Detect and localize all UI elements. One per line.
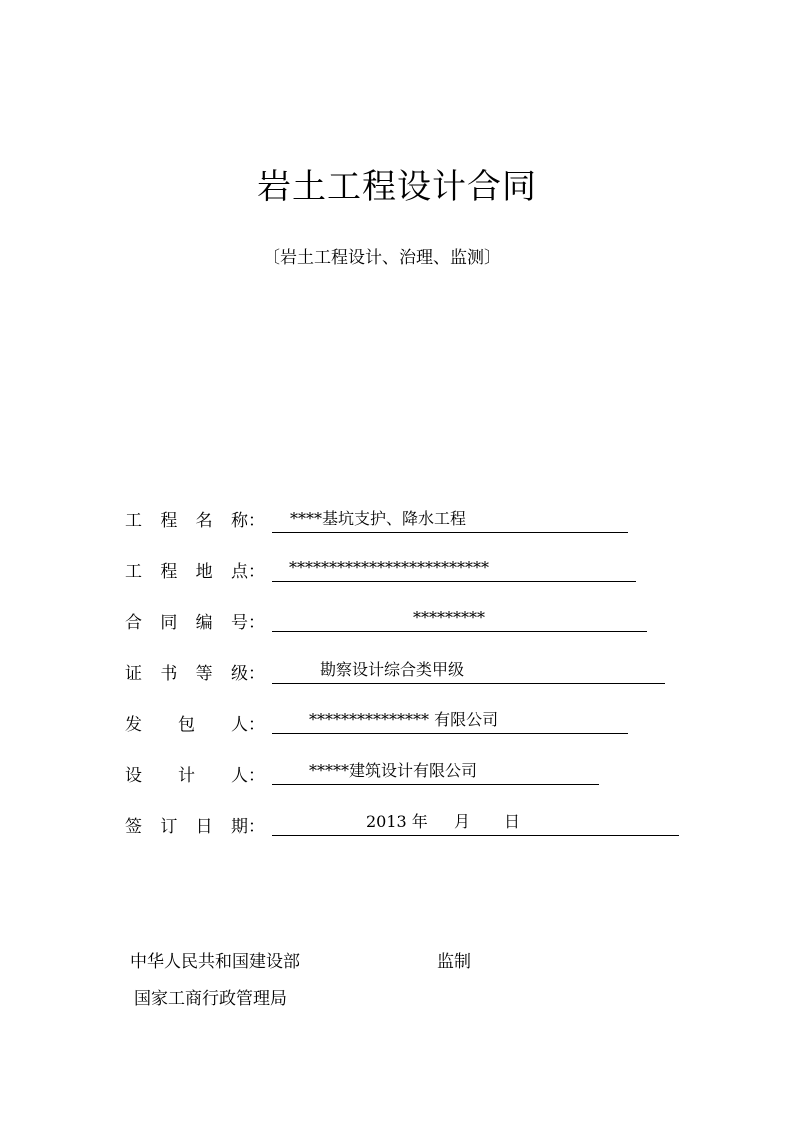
footer-supervise: 监制 bbox=[437, 952, 471, 972]
contract-title: 岩土工程设计合同 bbox=[257, 167, 537, 207]
field-value-employer: *************** 有限公司 bbox=[272, 707, 628, 734]
field-value-project-name: ****基坑支护、降水工程 bbox=[272, 506, 628, 533]
contract-subtitle: 〔岩土工程设计、治理、监测〕 bbox=[263, 248, 501, 268]
field-label-project-location: 工 程 地 点： bbox=[125, 562, 265, 582]
field-value-signing-date bbox=[272, 809, 679, 836]
field-label-designer: 设 计 人： bbox=[125, 766, 265, 786]
field-label-certificate-grade: 证 书 等 级： bbox=[125, 664, 265, 684]
date-month: 月 bbox=[454, 812, 471, 831]
field-value-contract-number: ********* bbox=[272, 605, 647, 632]
field-label-signing-date: 签 订 日 期： bbox=[125, 817, 265, 837]
field-label-employer: 发 包 人： bbox=[125, 715, 265, 735]
date-day: 日 bbox=[504, 812, 521, 831]
field-label-project-name: 工 程 名 称： bbox=[125, 511, 265, 531]
footer-bureau: 国家工商行政管理局 bbox=[134, 989, 287, 1009]
field-value-designer: *****建筑设计有限公司 bbox=[272, 758, 599, 785]
field-value-project-location: ************************* bbox=[272, 555, 636, 582]
field-value-certificate-grade: 勘察设计综合类甲级 bbox=[272, 657, 665, 684]
date-year: 2013 年 bbox=[366, 812, 428, 831]
footer-ministry: 中华人民共和国建设部 bbox=[130, 952, 300, 972]
field-label-contract-number: 合 同 编 号： bbox=[125, 613, 265, 633]
